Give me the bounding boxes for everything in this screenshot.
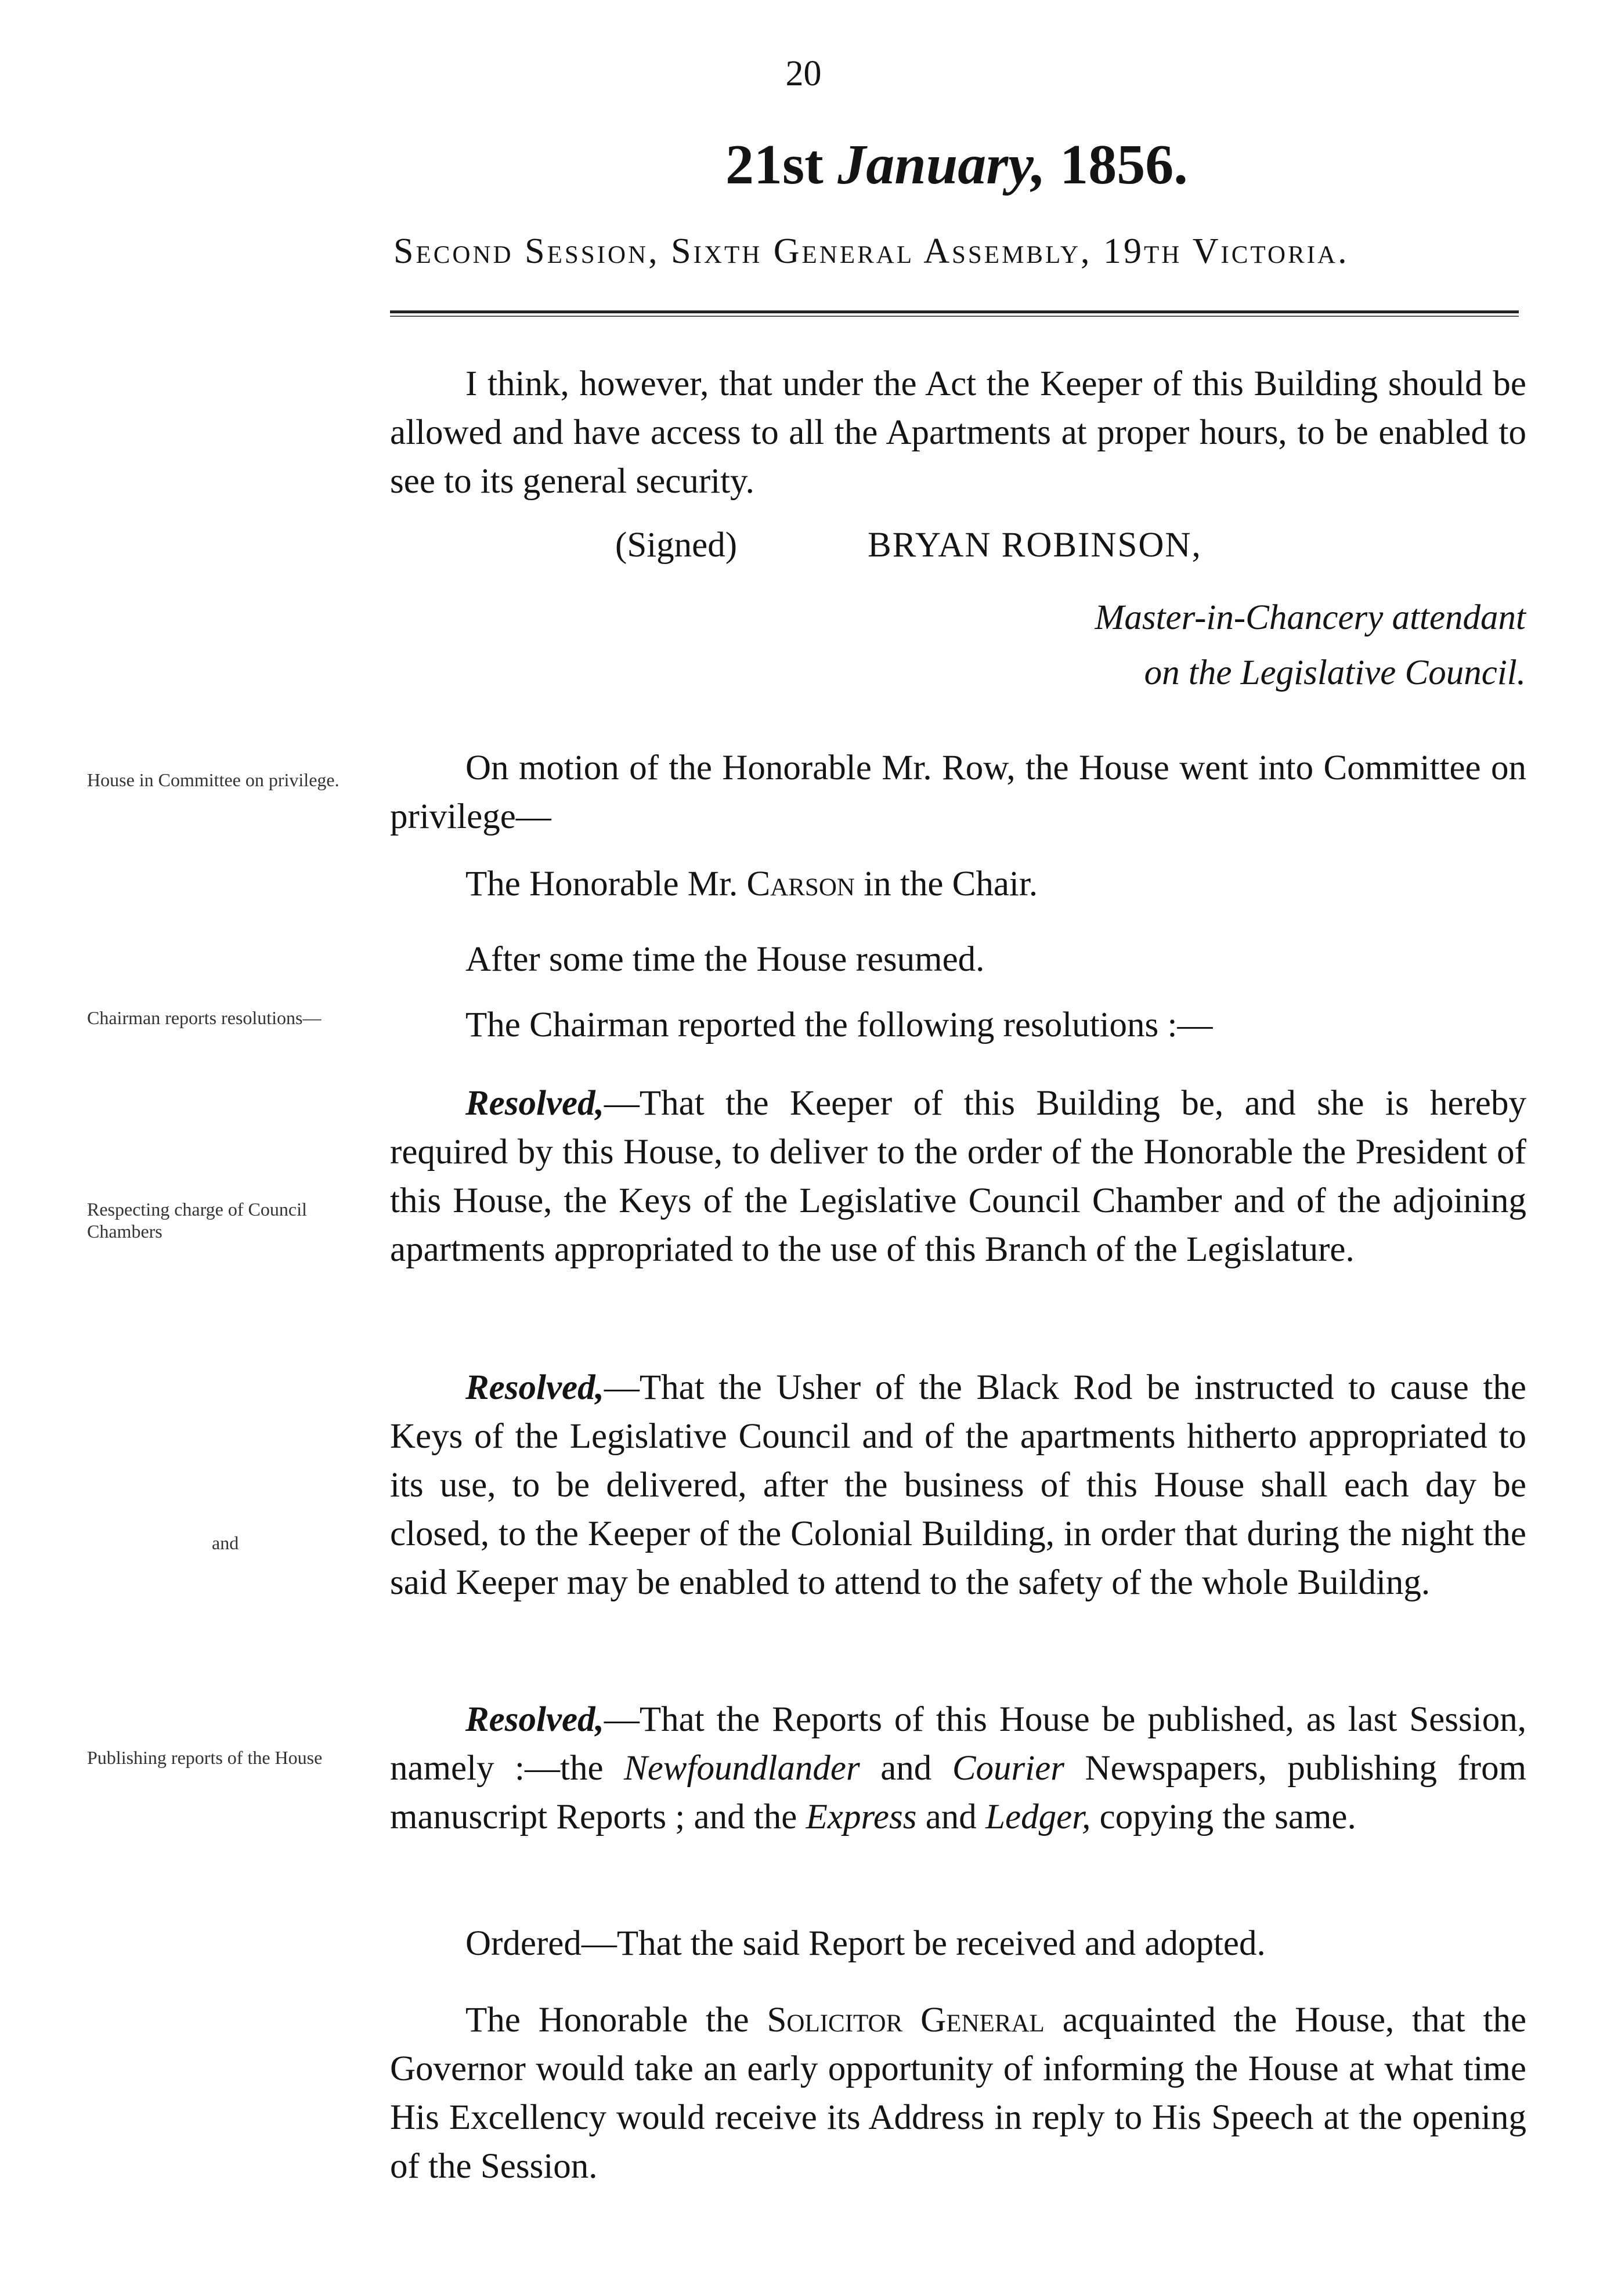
- paragraph-keeper-access: I think, however, that under the Act the Keeper of this Building should be allowed and have access to all the Apartments at proper hours, to be enabled to see to its general security.: [390, 364, 1526, 501]
- paragraph-solicitor-general: The Honorable the Solicitor General acquainted the House, that the Governor would take an early opportunity of informing the House at what time His Excellency would receive its Address in reply to His Speech at the opening of the Session.: [390, 2001, 1527, 2186]
- signer-title-line2: on the Legislative Council.: [1144, 653, 1526, 692]
- date-month: January,: [837, 133, 1046, 196]
- paragraph-motion: On motion of the Honorable Mr. Row, the House went into Committee on privilege—: [390, 749, 1526, 836]
- paragraph-chairman-reported: The Chairman reported the following resolutions :—: [465, 1006, 1213, 1044]
- signed-label: (Signed): [615, 526, 738, 565]
- signer-name: BRYAN ROBINSON,: [868, 526, 1202, 565]
- date-day: 21st: [725, 133, 824, 196]
- session-line: Second Session, Sixth General Assembly, 19th Victoria.: [393, 232, 1349, 271]
- member-name: Carson: [746, 865, 855, 903]
- resolution-keys: Resolved,—That the Keeper of this Building be, and she is hereby required by this House, to deliver to the order of the Honorable the President of this House, the Keys of the Legislative Council Chamber and of the adjoining apartments appropriated to the use of this Branch of the Legislature.: [390, 1084, 1526, 1269]
- date-heading: [725, 132, 1188, 197]
- paragraph-resumed: After some time the House resumed.: [465, 940, 985, 979]
- page-number: 20: [785, 54, 822, 93]
- margin-note-and: and: [212, 1532, 239, 1553]
- margin-note-publishing: Publishing reports of the House: [87, 1747, 323, 1768]
- margin-note-committee: House in Committee on privilege.: [87, 769, 340, 790]
- margin-note-chairman: Chairman reports resolutions—: [87, 1007, 322, 1028]
- date-year: 1856.: [1060, 133, 1188, 196]
- resolution-reports: Resolved,—That the Reports of this House be published, as last Session, namely :—the Newfoundlander and Courier Newspapers, publishing from manuscript Reports ; and the Express and Ledger, copying the same.: [390, 1700, 1527, 1836]
- header-rule-thin: [390, 316, 1519, 317]
- header-rule: [390, 310, 1519, 313]
- office-title: Solicitor General: [767, 2001, 1045, 2040]
- margin-note-council-chambers: Respecting charge of Council Chambers: [87, 1199, 307, 1242]
- signer-title-line1: Master-in-Chancery attendant: [1095, 598, 1526, 637]
- resolution-usher: Resolved,—That the Usher of the Black Rod be instructed to cause the Keys of the Legislative Council and of the apartments hitherto appropriated to its use, to be delivered, after the business of this House shall each day be closed, to the Keeper of the Colonial Building, in order that during the night the said Keeper may be enabled to attend to the safety of the whole Building.: [390, 1368, 1526, 1602]
- paragraph-chair: The Honorable Mr. Carson in the Chair.: [465, 865, 1038, 903]
- paragraph-ordered: Ordered—That the said Report be received and adopted.: [465, 1924, 1266, 1963]
